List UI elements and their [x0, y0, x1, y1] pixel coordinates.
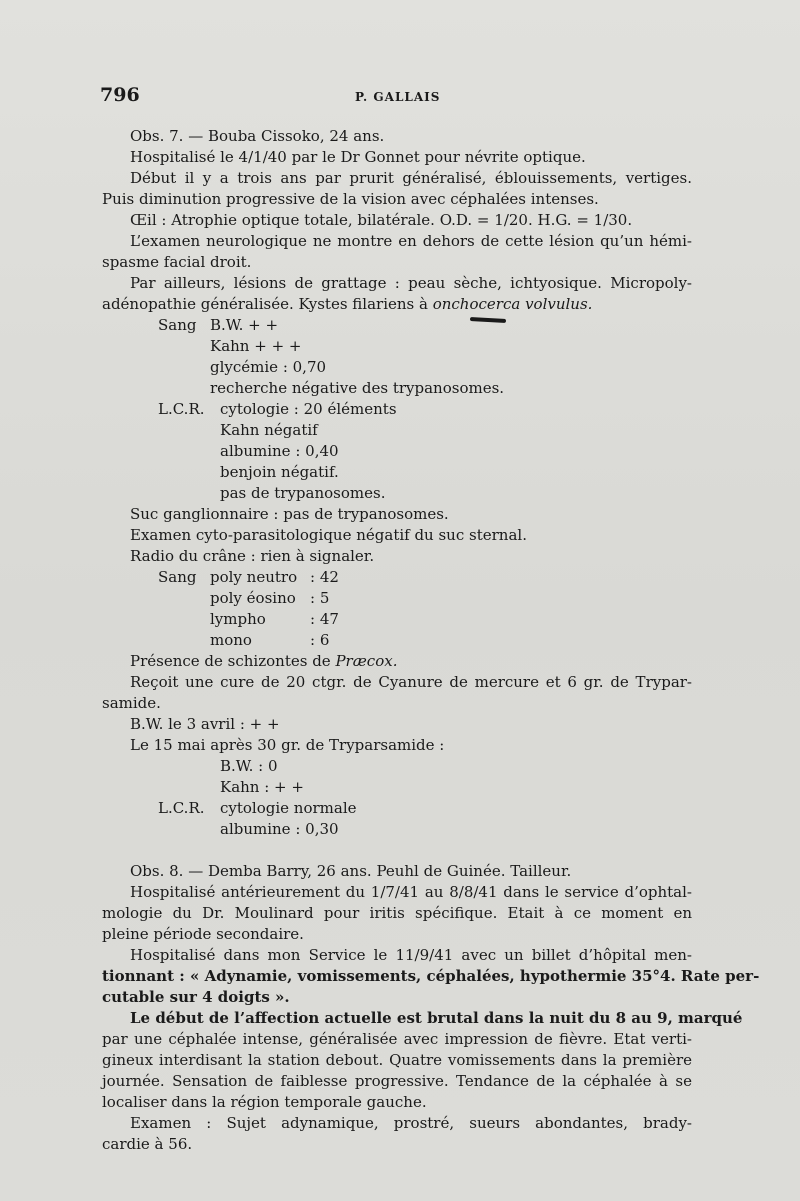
lab-value: cytologie : 20 éléments: [220, 400, 397, 418]
formula-name: poly neutro: [210, 568, 298, 586]
formula-name: mono: [210, 631, 252, 649]
formula-row: [102, 630, 692, 651]
obs7-paragraph: Le 15 mai après 30 gr. de Tryparsamide :: [130, 736, 445, 754]
formula-name: lympho: [210, 610, 266, 628]
lab-value: cytologie normale: [220, 799, 357, 817]
obs8-paragraph: tionnant : « Adynamie, vomissements, céphalées, hypothermie 35°4. Rate per-: [102, 967, 760, 985]
obs7-paragraph: [102, 294, 692, 315]
document-body: [102, 126, 760, 1155]
obs7-heading: Obs. 7. — Bouba Cissoko, 24 ans.: [130, 127, 385, 145]
text-span: Présence de schizontes de: [130, 652, 336, 670]
lab-row: [102, 315, 692, 336]
obs7-paragraph: B.W. le 3 avril : + +: [130, 715, 280, 733]
obs8-paragraph: Hospitalisé antérieurement du 1/7/41 au 8/8/41 dans le service d’ophtal-: [130, 883, 692, 901]
lab-row: benjoin négatif.: [220, 463, 339, 481]
lab-row: Kahn : + +: [220, 778, 304, 796]
obs7-paragraph: L’examen neurologique ne montre en dehors de cette lésion qu’un hémi-: [130, 232, 692, 250]
species-name: onchocerca volvulus.: [432, 295, 593, 313]
lab-row: [102, 798, 692, 819]
formula-value: : 5: [310, 589, 330, 607]
obs7-paragraph: Début il y a trois ans par prurit généralisé, éblouissements, vertiges.: [130, 169, 692, 187]
lab-row: B.W. : 0: [220, 757, 278, 775]
obs8-paragraph: gineux interdisant la station debout. Quatre vomissements dans la première: [102, 1051, 692, 1069]
obs8-heading: Obs. 8. — Demba Barry, 26 ans. Peuhl de Guinée. Tailleur.: [130, 862, 572, 880]
obs7-paragraph: Radio du crâne : rien à signaler.: [130, 547, 375, 565]
obs7-paragraph: Puis diminution progressive de la vision avec céphalées intenses.: [102, 190, 599, 208]
formula-row: [102, 588, 692, 609]
formula-value: : 42: [310, 568, 339, 586]
lab-row: Kahn négatif: [220, 421, 318, 439]
formula-value: : 6: [310, 631, 330, 649]
obs7-paragraph: Œil : Atrophie optique totale, bilatérale. O.D. = 1/20. H.G. = 1/30.: [130, 211, 633, 229]
obs8-paragraph: localiser dans la région temporale gauche.: [102, 1093, 427, 1111]
page-number: 796: [100, 84, 140, 106]
obs8-paragraph: Le début de l’affection actuelle est brutal dans la nuit du 8 au 9, marqué: [130, 1009, 743, 1027]
formula-row: [102, 609, 692, 630]
obs7-paragraph: spasme facial droit.: [102, 253, 252, 271]
lab-row: Kahn + + +: [210, 337, 302, 355]
spacer: [102, 840, 692, 861]
lcr-label: L.C.R.: [158, 799, 205, 817]
lab-row: albumine : 0,40: [220, 442, 339, 460]
obs7-paragraph: Suc ganglionnaire : pas de trypanosomes.: [130, 505, 449, 523]
obs8-paragraph: mologie du Dr. Moulinard pour iritis spécifique. Etait à ce moment en: [102, 904, 692, 922]
lab-row: pas de trypanosomes.: [220, 484, 386, 502]
text-span: adénopathie généralisée. Kystes filariens à: [102, 295, 433, 313]
obs8-paragraph: Hospitalisé dans mon Service le 11/9/41 avec un billet d’hôpital men-: [130, 946, 692, 964]
lab-row: glycémie : 0,70: [210, 358, 327, 376]
obs7-paragraph: Hospitalisé le 4/1/40 par le Dr Gonnet pour névrite optique.: [130, 148, 586, 166]
obs7-paragraph: [102, 651, 692, 672]
obs7-paragraph: Examen cyto-parasitologique négatif du suc sternal.: [130, 526, 527, 544]
formula-name: poly éosino: [210, 589, 296, 607]
formula-row: [102, 567, 692, 588]
obs8-paragraph: Examen : Sujet adynamique, prostré, sueurs abondantes, brady-: [130, 1114, 692, 1132]
obs7-paragraph: Par ailleurs, lésions de grattage : peau sèche, ichtyosique. Micropoly-: [130, 274, 692, 292]
lab-row: albumine : 0,30: [220, 820, 339, 838]
obs8-paragraph: cardie à 56.: [102, 1135, 193, 1153]
species-name: Præcox.: [335, 652, 398, 670]
lab-row: recherche négative des trypanosomes.: [210, 379, 505, 397]
lab-row: [102, 399, 692, 420]
obs8-paragraph: journée. Sensation de faiblesse progressive. Tendance de la céphalée à se: [102, 1072, 692, 1090]
running-header-author: P. GALLAIS: [355, 90, 441, 104]
lab-value: B.W. + +: [210, 316, 279, 334]
formula-label: Sang: [158, 568, 197, 586]
obs8-paragraph: pleine période secondaire.: [102, 925, 304, 943]
sang-label: Sang: [158, 316, 197, 334]
formula-value: : 47: [310, 610, 339, 628]
obs8-paragraph: par une céphalée intense, généralisée avec impression de fièvre. Etat verti-: [102, 1030, 692, 1048]
obs7-paragraph: samide.: [102, 694, 161, 712]
obs8-paragraph: cutable sur 4 doigts ».: [102, 988, 290, 1006]
obs7-paragraph: Reçoit une cure de 20 ctgr. de Cyanure de mercure et 6 gr. de Trypar-: [130, 673, 692, 691]
lcr-label: L.C.R.: [158, 400, 205, 418]
